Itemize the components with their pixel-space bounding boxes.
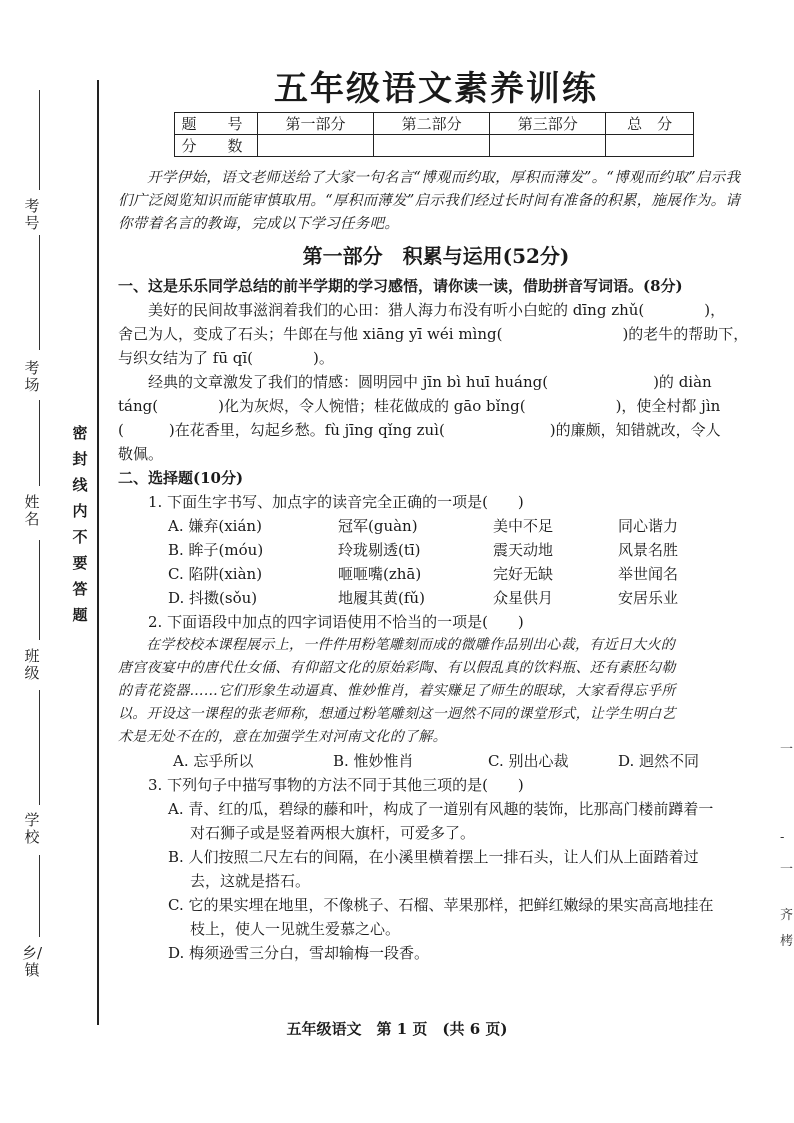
binding-label-exam-room: 考场 [24,359,40,394]
q2-sub1-options [118,514,754,610]
blank-line [39,400,40,486]
option-cell: 众星供月 [493,589,554,607]
option-text: B. 人们按照二尺左右的间隔，在小溪里横着摆上一排石头，让人们从上面踏着过 [168,848,699,866]
q2-sub2-passage [118,634,754,749]
option-c: C. 别出心裁 [488,752,569,770]
score-cell-part2[interactable] [374,135,490,157]
blank-line [39,690,40,805]
option-text-cont: 对石狮子或是竖着两根大旗杆，可爱多了。 [190,824,476,842]
option-cell: 地履其黄(fǔ) [338,589,425,607]
q1-line: 敬佩。 [118,445,164,463]
score-row-label: 分 数 [175,135,258,157]
question-1-heading: 一、这是乐乐同学总结的前半学期的学习感悟，请你读一读，借助拼音写词语。(8分) [118,277,683,295]
blank-line [39,90,40,190]
q2-sub3-option-a [118,797,754,845]
option-cell: D. 抖擞(sǒu) [168,589,258,607]
blank-line [39,540,40,640]
option-text: D. 梅须逊雪三分白，雪却输梅一段香。 [168,944,430,962]
option-cell: 风景名胜 [618,541,679,559]
option-cell: 安居乐业 [618,589,679,607]
passage-line: 唐宫夜宴中的唐代仕女俑、有仰韶文化的原始彩陶、有以假乱真的饮料瓶、还有素胚勾勒 [118,660,676,676]
option-cell: 同心谐力 [618,517,679,535]
seal-line-notice: 密封线内不要答题 [72,424,88,624]
option-text: A. 青、红的瓜，碧绿的藤和叶，构成了一道别有风趣的装饰，比那高门楼前蹲着一 [168,800,714,818]
q2-sub2-options [118,749,754,773]
exam-content [118,66,754,965]
score-cell-total[interactable] [606,135,694,157]
option-b: B. 惟妙惟肖 [333,752,414,770]
binding-label-school: 学校 [24,811,40,846]
blank-line [39,235,40,350]
option-text: C. 它的果实埋在地里，不像桃子、石榴、苹果那样，把鲜红嫩绿的果实高高地挂在 [168,896,714,914]
option-cell: B. 眸子(móu) [168,541,264,559]
option-cell: 完好无缺 [493,565,554,583]
option-cell: 美中不足 [493,517,554,535]
passage-line: 的青花瓷器……它们形象生动逼真、惟妙惟肖，着实赚足了师生的眼球，大家看得忘乎所 [118,683,676,699]
q2-sub2-stem: 2. 下面语段中加点的四字词语使用不恰当的一项是( ) [148,613,524,631]
blank-line [39,855,40,937]
option-cell: 玲珑剔透(tī) [338,541,421,559]
binding-label-exam-number: 考号 [24,197,40,232]
score-header-cell: 第二部分 [374,113,490,135]
bleed-char: 一 [780,862,794,877]
q2-sub3-option-b [118,845,754,893]
option-cell: A. 嫌弃(xián) [168,517,262,535]
bleed-char: - [780,830,785,845]
binding-label-town: 乡/镇 [22,944,43,979]
part1-title: 第一部分 积累与运用(52分) [302,244,570,268]
q1-line: 与织女结为了 fū qī( )。 [118,349,334,367]
score-header-cell: 第三部分 [490,113,606,135]
score-table-header-row [175,113,694,135]
bleed-char: 一 [780,742,794,757]
score-header-cell: 题 号 [175,113,258,135]
q2-sub3-stem: 3. 下列句子中描写事物的方法不同于其他三项的是( ) [148,776,524,794]
q1-line: 经典的文章激发了我们的情感：圆明园中 jīn bì huī huáng( )的 diàn [148,373,712,391]
q1-line: ( )在花香里，勾起乡愁。fù jīng qǐng zuì( )的廉颇，知错就改，令人 [118,421,721,439]
passage-line: 在学校校本课程展示上，一件件用粉笔雕刻而成的微雕作品别出心裁，有近日大火的 [146,637,676,653]
q2-sub1-stem: 1. 下面生字书写、加点字的读音完全正确的一项是( ) [148,493,524,511]
score-cell-part1[interactable] [258,135,374,157]
option-cell: 震天动地 [493,541,554,559]
score-cell-part3[interactable] [490,135,606,157]
q1-line: 美好的民间故事滋润着我们的心田：猎人海力布没有听小白蛇的 dīng zhǔ( )， [148,301,726,319]
passage-line: 以。开设这一课程的张老师称，想通过粉笔雕刻这一迥然不同的课堂形式，让学生明白艺 [118,706,676,722]
option-text-cont: 去，这就是搭石。 [190,872,311,890]
score-table-score-row [175,135,694,157]
q1-line: táng( )化为灰烬，令人惋惜；桂花做成的 gāo bǐng( )，使全村都 jìn [118,397,721,415]
score-header-cell: 第一部分 [258,113,374,135]
option-d: D. 迥然不同 [618,752,700,770]
score-table [174,112,694,157]
option-cell: 举世闻名 [618,565,679,583]
bleed-char: 齐 [780,908,794,923]
q2-sub3-option-c [118,893,754,941]
page-footer: 五年级语文 第 1 页 (共 6 页) [286,1020,508,1038]
binding-line [97,80,99,1025]
q2-sub3-option-d [118,941,754,965]
intro-paragraph: 开学伊始，语文老师送给了大家一句名言“博观而约取，厚积而薄发”。“博观而约取”启示我们广泛阅览知识而能审慎取用。“厚积而薄发”启示我们经过长时间有准备的积累，施展作为。请你带着名言的教诲，完成以下学习任务吧。 [118,170,741,232]
q1-line: 舍己为人，变成了石头；牛郎在与他 xiāng yī wéi mìng( )的老牛的帮助下， [118,325,749,343]
binding-label-class: 班级 [24,647,40,682]
question-2-heading: 二、选择题(10分) [118,469,244,487]
page-title: 五年级语文素养训练 [274,69,598,109]
option-cell: 冠军(guàn) [338,517,418,535]
score-header-cell: 总 分 [606,113,694,135]
option-cell: 咂咂嘴(zhā) [338,565,422,583]
option-a: A. 忘乎所以 [173,752,254,770]
option-cell: C. 陷阱(xiàn) [168,565,263,583]
option-text-cont: 枝上，使人一见就生爱慕之心。 [190,920,401,938]
passage-line: 术是无处不在的，意在加强学生对河南文化的了解。 [118,729,447,745]
binding-label-name: 姓名 [24,493,40,528]
bleed-char: 栲 [780,934,794,949]
